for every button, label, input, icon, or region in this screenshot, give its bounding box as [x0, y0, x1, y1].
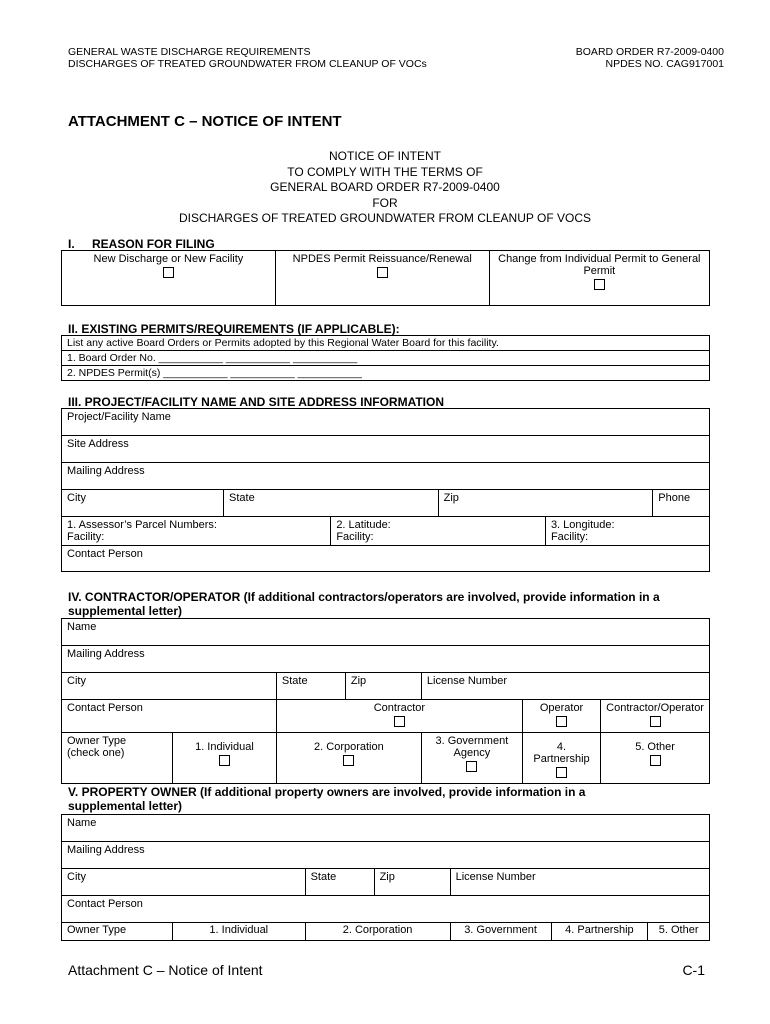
checkbox[interactable]: [163, 267, 174, 278]
checkbox[interactable]: [219, 755, 230, 766]
facility-label: Facility:: [67, 531, 105, 543]
longitude-field[interactable]: [545, 517, 709, 546]
property-owner-partnership[interactable]: 4. Partnership: [551, 923, 648, 941]
longitude-label: 3. Longitude:: [550, 519, 615, 531]
section-4-title-line: IV. CONTRACTOR/OPERATOR (If additional contractors/operators are involved, provide information in a: [68, 590, 660, 604]
owner-partnership: [522, 733, 600, 784]
reason-table: [61, 250, 710, 306]
checkbox[interactable]: [650, 716, 661, 727]
subtitle-line: FOR: [372, 195, 398, 210]
owner-corporation-label: 2. Corporation: [314, 741, 384, 753]
owner-license-field[interactable]: License Number: [450, 869, 709, 896]
facility-label: Facility:: [336, 531, 374, 543]
property-owner-type-label: Owner Type: [62, 923, 173, 941]
subtitle-line: GENERAL BOARD ORDER R7-2009-0400: [270, 180, 500, 194]
role-contractor-operator-label: Contractor/Operator: [606, 702, 704, 714]
contractor-table: [61, 618, 710, 784]
subtitle-line: DISCHARGES OF TREATED GROUNDWATER FROM CLEANUP OF VOCS: [178, 211, 592, 225]
reason-new: [62, 251, 276, 306]
role-operator: [522, 700, 600, 733]
reason-new-label: New Discharge or New Facility: [93, 253, 244, 265]
checkbox[interactable]: [343, 755, 354, 766]
section-3-heading: III. PROJECT/FACILITY NAME AND SITE ADDRESS INFORMATION: [68, 395, 445, 409]
owner-city-field[interactable]: City: [62, 869, 306, 896]
owner-type-label: [62, 733, 173, 784]
contact-person-field[interactable]: Contact Person: [62, 546, 710, 572]
owner-type-hint: (check one): [67, 747, 125, 759]
phone-field[interactable]: Phone: [653, 490, 710, 517]
section-1-heading: [68, 237, 215, 251]
zip-field[interactable]: Zip: [438, 490, 653, 517]
property-owner-individual[interactable]: 1. Individual: [173, 923, 306, 941]
owner-other: [601, 733, 710, 784]
property-owner-corporation[interactable]: 2. Corporation: [305, 923, 450, 941]
latitude-label: 2. Latitude:: [336, 519, 391, 531]
contractor-mailing-field[interactable]: Mailing Address: [62, 646, 710, 673]
page-number: C-1: [682, 962, 705, 978]
board-order-no[interactable]: 1. Board Order No. ___________ ___________ ___________: [62, 351, 710, 366]
property-owner-other[interactable]: 5. Other: [648, 923, 710, 941]
checkbox[interactable]: [650, 755, 661, 766]
contractor-name-field[interactable]: Name: [62, 619, 710, 646]
owner-type-title: Owner Type: [67, 735, 127, 747]
role-contractor-label: Contractor: [373, 702, 426, 714]
state-field[interactable]: State: [224, 490, 439, 517]
latitude-field[interactable]: [331, 517, 546, 546]
reason-renewal: [275, 251, 489, 306]
owner-name-field[interactable]: Name: [62, 815, 710, 842]
facility-name-field[interactable]: Project/Facility Name: [62, 409, 710, 436]
property-owner-government[interactable]: 3. Government: [450, 923, 551, 941]
reason-renewal-label: NPDES Permit Reissuance/Renewal: [292, 253, 472, 265]
section-1-number: I.: [68, 237, 75, 251]
contractor-zip-field[interactable]: Zip: [345, 673, 421, 700]
page-title: ATTACHMENT C – NOTICE OF INTENT: [68, 113, 342, 130]
header-right: [576, 46, 724, 70]
checkbox[interactable]: [377, 267, 388, 278]
role-contractor-operator: [601, 700, 710, 733]
owner-government: [421, 733, 522, 784]
contractor-city-field[interactable]: City: [62, 673, 277, 700]
header-npdes-no: NPDES NO. CAG917001: [605, 58, 724, 70]
section-5-title-line: V. PROPERTY OWNER (If additional property owners are involved, provide information in a: [68, 785, 586, 799]
section-2-heading: II. EXISTING PERMITS/REQUIREMENTS (IF APPLICABLE):: [68, 322, 400, 336]
facility-table: [61, 408, 710, 572]
footer-title: Attachment C – Notice of Intent: [68, 962, 263, 978]
permits-table: [61, 335, 710, 381]
role-contractor: [276, 700, 522, 733]
header-left: [68, 46, 427, 70]
role-operator-label: Operator: [539, 702, 584, 714]
contractor-license-field[interactable]: License Number: [421, 673, 709, 700]
checkbox[interactable]: [556, 767, 567, 778]
subtitle-line: NOTICE OF INTENT: [329, 149, 441, 163]
owner-corporation: [276, 733, 421, 784]
mailing-address-field[interactable]: Mailing Address: [62, 463, 710, 490]
checkbox[interactable]: [394, 716, 405, 727]
site-address-field[interactable]: Site Address: [62, 436, 710, 463]
subtitle-line: TO COMPLY WITH THE TERMS OF: [287, 164, 483, 179]
owner-zip-field[interactable]: Zip: [374, 869, 450, 896]
section-4-title-line: supplemental letter): [68, 604, 183, 618]
reason-change-label: Change from Individual Permit to General Permit: [498, 253, 701, 277]
header-order-title: GENERAL WASTE DISCHARGE REQUIREMENTS: [68, 46, 311, 58]
contractor-contact-field[interactable]: Contact Person: [62, 700, 277, 733]
parcel-numbers-field[interactable]: [62, 517, 331, 546]
property-owner-table: [61, 814, 710, 941]
header-order-subtitle: DISCHARGES OF TREATED GROUNDWATER FROM CLEANUP OF VOCs: [68, 58, 427, 70]
owner-government-label-2: Agency: [453, 747, 491, 759]
checkbox[interactable]: [466, 761, 477, 772]
checkbox[interactable]: [556, 716, 567, 727]
parcel-label: 1. Assessor’s Parcel Numbers:: [67, 519, 217, 531]
owner-other-label: 5. Other: [635, 741, 675, 753]
city-field[interactable]: City: [62, 490, 224, 517]
checkbox[interactable]: [594, 279, 605, 290]
owner-individual: [173, 733, 277, 784]
owner-government-label: 3. Government: [435, 735, 509, 747]
contractor-state-field[interactable]: State: [276, 673, 345, 700]
reason-change: [489, 251, 709, 306]
owner-state-field[interactable]: State: [305, 869, 374, 896]
owner-contact-field[interactable]: Contact Person: [62, 896, 710, 923]
owner-individual-label: 1. Individual: [195, 741, 254, 753]
owner-partnership-label: 4. Partnership: [533, 741, 590, 765]
section-5-title-line: supplemental letter): [68, 799, 183, 813]
npdes-permits[interactable]: 2. NPDES Permit(s) ___________ ___________ ___________: [62, 366, 710, 381]
section-5-heading: [68, 785, 585, 813]
notice-subtitle: [0, 149, 770, 227]
facility-label: Facility:: [550, 531, 589, 543]
owner-mailing-field[interactable]: Mailing Address: [62, 842, 710, 869]
permits-instructions: List any active Board Orders or Permits adopted by this Regional Water Board for this facility.: [62, 336, 710, 351]
header-board-order: BOARD ORDER R7-2009-0400: [575, 46, 724, 58]
section-4-heading: [68, 590, 660, 618]
section-1-title: REASON FOR FILING: [92, 237, 215, 251]
